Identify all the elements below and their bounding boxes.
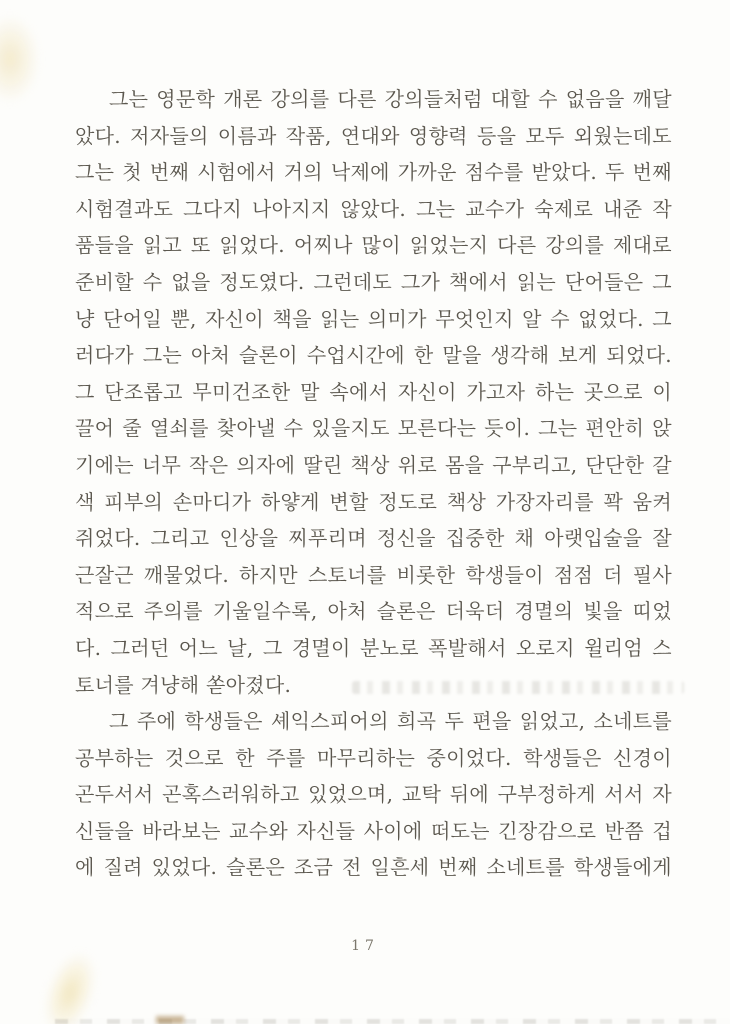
- text-line: 냥 단어일 뿐, 자신이 책을 읽는 의미가 무엇인지 알 수 없었다. 그: [75, 306, 672, 331]
- text-line: 적으로 주의를 기울일수록, 아처 슬론은 더욱더 경멸의 빛을 띠었: [75, 599, 672, 624]
- text-line: 았다. 저자들의 이름과 작품, 연대와 영향력 등을 모두 외웠는데도: [75, 123, 672, 148]
- text-line: 준비할 수 없을 정도였다. 그런데도 그가 책에서 읽는 단어들은 그: [75, 269, 672, 294]
- scan-artifact-top-left: [0, 14, 40, 104]
- text-line: 에 질려 있었다. 슬론은 조금 전 일흔세 번째 소네트를 학생들에게: [75, 855, 672, 880]
- text-line: 그 단조롭고 무미건조한 말 속에서 자신이 가고자 하는 곳으로 이: [75, 379, 672, 404]
- text-line: 근잘근 깨물었다. 하지만 스토너를 비롯한 학생들이 점점 더 필사: [75, 562, 672, 587]
- text-line: 공부하는 것으로 한 주를 마무리하는 중이었다. 학생들은 신경이: [75, 745, 672, 770]
- text-line: 그는 첫 번째 시험에서 거의 낙제에 가까운 점수를 받았다. 두 번째: [75, 160, 672, 185]
- text-line: 시험결과도 그다지 나아지지 않았다. 그는 교수가 숙제로 내준 작: [75, 196, 672, 221]
- text-line: 러다가 그는 아처 슬론이 수업시간에 한 말을 생각해 보게 되었다.: [75, 343, 672, 368]
- text-line: 끌어 줄 열쇠를 찾아낼 수 있을지도 모른다는 듯이. 그는 편안히 앉: [75, 416, 672, 441]
- scan-artifact-bottom-left: [32, 943, 108, 1024]
- text-line: 다. 그러던 어느 날, 그 경멸이 분노로 폭발해서 오로지 윌리엄 스: [75, 635, 672, 660]
- text-line: 그는 영문학 개론 강의를 다른 강의들처럼 대할 수 없음을 깨달: [109, 87, 672, 111]
- text-line: 기에는 너무 작은 의자에 딸린 책상 위로 몸을 구부리고, 단단한 갈: [75, 452, 672, 477]
- scan-artifact-bottom-dot: [156, 1016, 184, 1024]
- scan-artifact-ghost-text: [352, 681, 684, 694]
- text-line: 곤두서서 곤혹스러워하고 있었으며, 교탁 뒤에 구부정하게 서서 자: [75, 782, 672, 807]
- text-line: 토너를 겨냥해 쏟아졌다.: [75, 672, 292, 697]
- text-line: 신들을 바라보는 교수와 자신들 사이에 떠도는 긴장감으로 반쯤 겁: [75, 818, 672, 843]
- body-text-block: [75, 81, 672, 886]
- text-line: 그 주에 학생들은 셰익스피어의 희곡 두 편을 읽었고, 소네트를: [109, 709, 672, 734]
- page-number: 17: [351, 938, 379, 954]
- text-line: 품들을 읽고 또 읽었다. 어찌나 많이 읽었는지 다른 강의를 제대로: [75, 233, 672, 258]
- text-line: 쥐었다. 그리고 인상을 찌푸리며 정신을 집중한 채 아랫입술을 잘: [75, 526, 672, 551]
- text-line: 색 피부의 손마디가 하얗게 변할 정도로 책상 가장자리를 꽉 움켜: [75, 489, 672, 514]
